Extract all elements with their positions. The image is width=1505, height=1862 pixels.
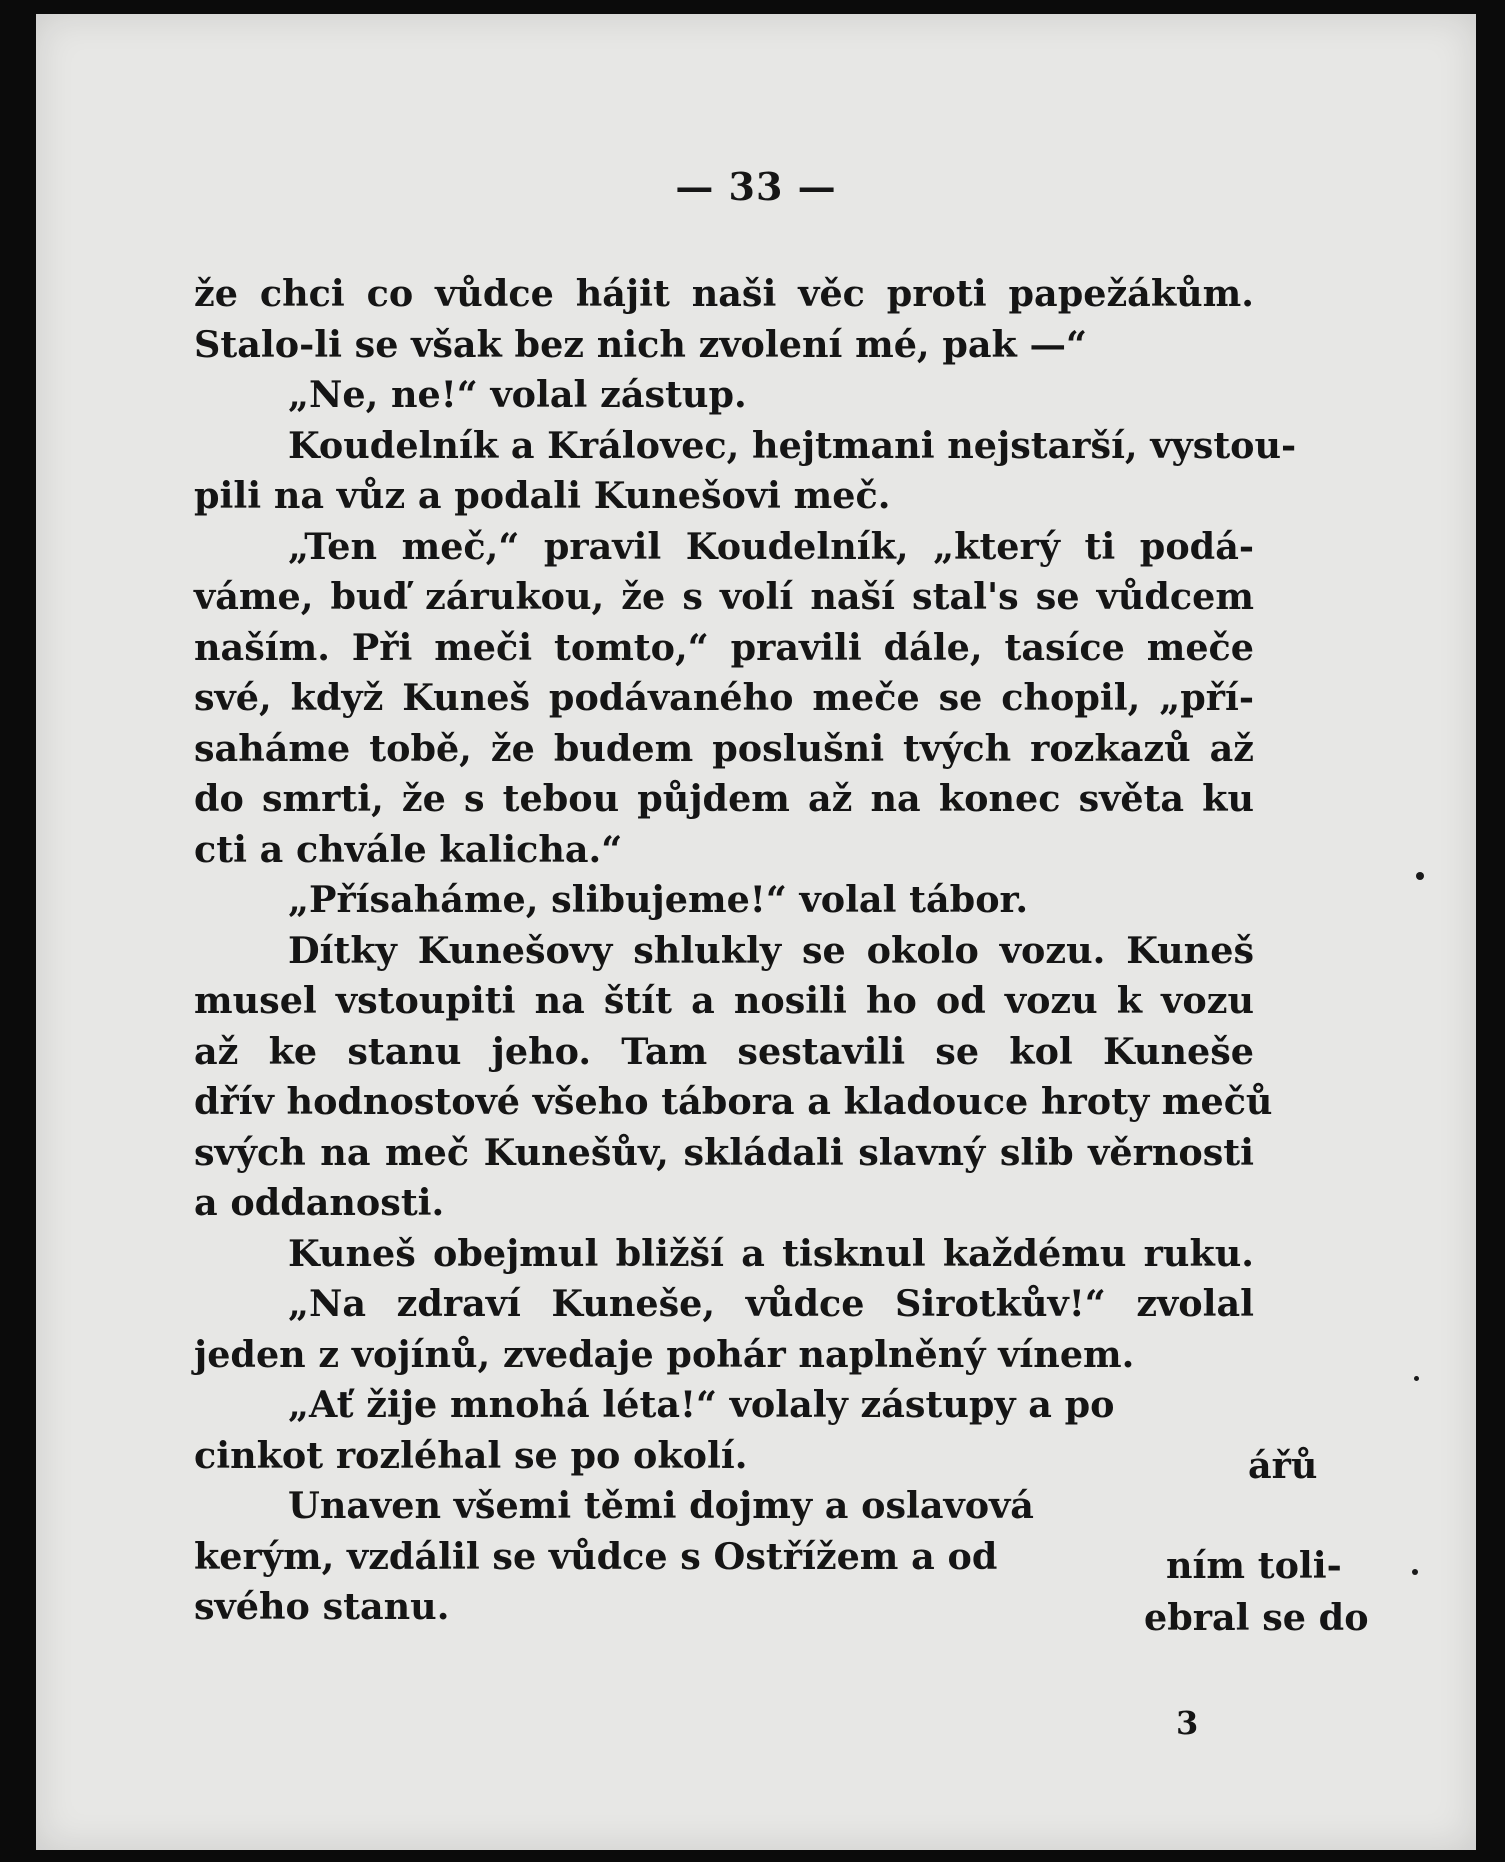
ink-speck xyxy=(1412,1569,1418,1575)
text-line: Kuneš obejmul bližší a tisknul každému ruku. xyxy=(288,1231,1254,1275)
text-line: saháme tobě, že budem poslušni tvých rozkazů až xyxy=(194,726,1254,770)
text-line: cti a chvále kalicha.“ xyxy=(194,827,623,871)
text-line: dřív hodnostové všeho tábora a kladouce hroty mečů xyxy=(194,1080,1273,1123)
text-line: „Ten meč,“ pravil Koudelník, „který ti podá- xyxy=(288,524,1254,568)
ink-speck xyxy=(1414,1376,1419,1381)
text-line: naším. Při meči tomto,“ pravili dále, tasíce meče xyxy=(194,625,1254,669)
text-line: Stalo-li se však bez nich zvolení mé, pak —“ xyxy=(194,322,1088,366)
text-line: svého stanu. xyxy=(194,1585,450,1628)
text-line: své, když Kuneš podávaného meče se chopil, „pří- xyxy=(194,676,1254,719)
text-line: svých na meč Kunešův, skládali slavný slib věrnosti xyxy=(194,1130,1254,1174)
page-number: — 33 — xyxy=(675,164,837,209)
text-line: až ke stanu jeho. Tam sestavili se kol Kuneše xyxy=(194,1029,1254,1073)
text-line: „Přísaháme, slibujeme!“ volal tábor. xyxy=(288,878,1029,921)
text-line: musel vstoupiti na štít a nosili ho od vozu k vozu xyxy=(194,979,1254,1022)
text-line: Unaven všemi těmi dojmy a oslavová xyxy=(288,1484,1034,1527)
text-line: Koudelník a Královec, hejtmani nejstarší, vystou- xyxy=(288,423,1297,467)
text-line: že chci co vůdce hájit naši věc proti papežákům. xyxy=(194,272,1254,315)
text-line: pili na vůz a podali Kunešovi meč. xyxy=(194,474,891,517)
text-line: cinkot rozléhal se po okolí. xyxy=(194,1433,748,1477)
text-line: kerým, vzdálil se vůdce s Ostřížem a od xyxy=(194,1534,998,1578)
text-line: váme, buď zárukou, že s volí naší stal's se vůdcem xyxy=(194,575,1254,618)
margin-fragment: ářů xyxy=(1248,1444,1318,1487)
text-line: a oddanosti. xyxy=(194,1181,445,1224)
text-line: „Ne, ne!“ volal zástup. xyxy=(288,373,747,416)
signature-mark: 3 xyxy=(1176,1704,1199,1742)
margin-fragment: ním toli- xyxy=(1166,1544,1342,1587)
text-line: „Ať žije mnohá léta!“ volaly zástupy a po xyxy=(288,1383,1115,1426)
text-line: do smrti, že s tebou půjdem až na konec světa ku xyxy=(194,777,1254,820)
text-line: jeden z vojínů, zvedaje pohár naplněný vínem. xyxy=(194,1332,1135,1376)
text-line: „Na zdraví Kuneše, vůdce Sirotkův!“ zvolal xyxy=(288,1282,1254,1325)
margin-fragment: ebral se do xyxy=(1144,1596,1369,1639)
text-line: Dítky Kunešovy shlukly se okolo vozu. Kuneš xyxy=(288,928,1254,972)
ink-speck xyxy=(1416,872,1424,880)
book-page xyxy=(36,14,1476,1850)
